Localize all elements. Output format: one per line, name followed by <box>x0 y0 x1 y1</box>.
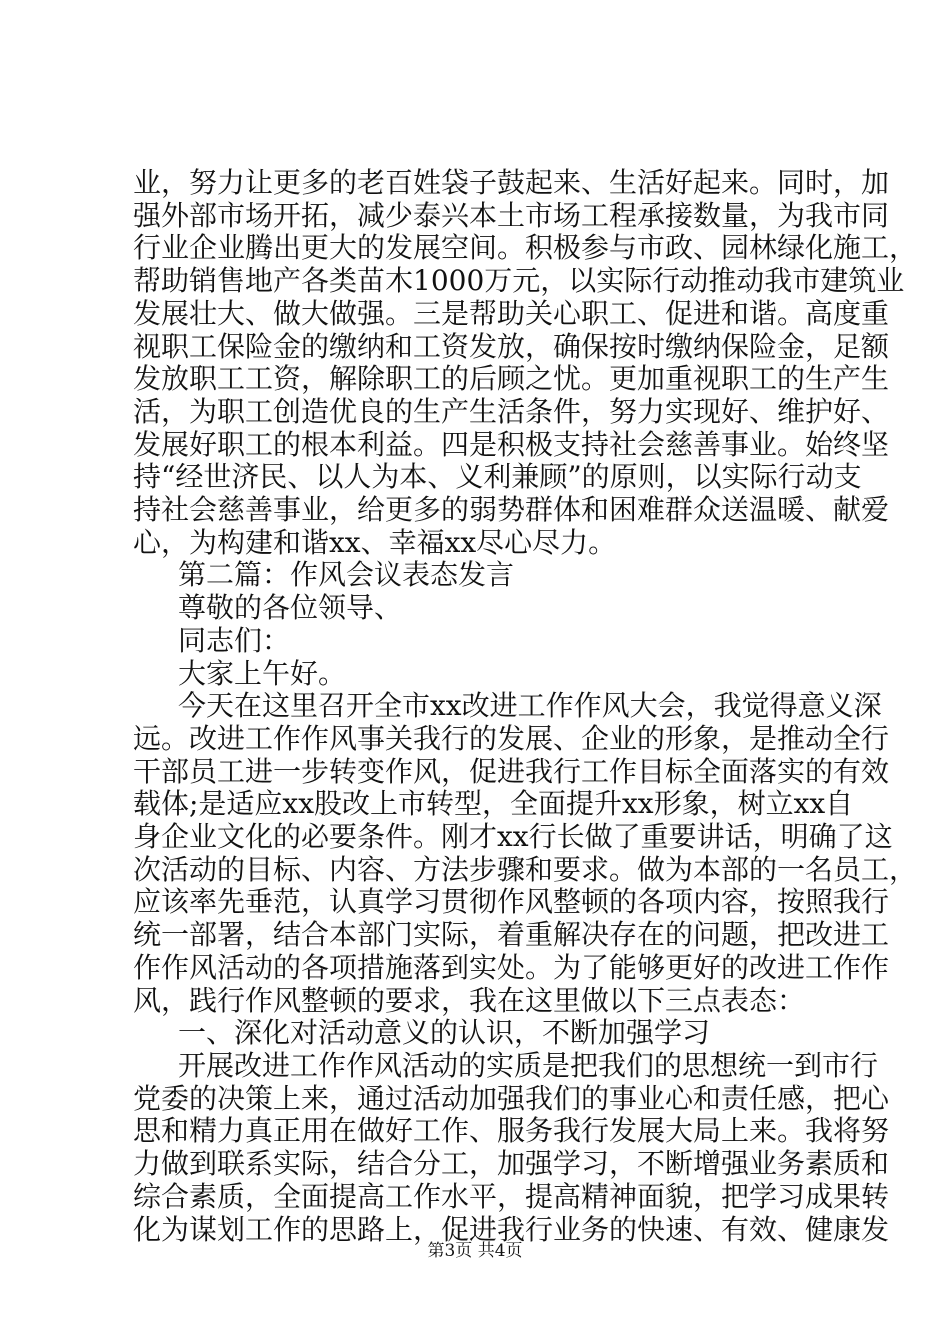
greeting-line: 大家上午好。 <box>178 656 347 690</box>
section-heading: 第二篇：作风会议表态发言 <box>178 558 515 592</box>
text-line: 作作风活动的各项措施落到实处。为了能够更好的改进工作作 <box>133 950 890 984</box>
text-line: 干部员工进一步转变作风，促进我行工作目标全面落实的有效 <box>133 754 890 788</box>
text-line: 强外部市场开拓，减少泰兴本土市场工程承接数量，为我市同 <box>133 198 890 232</box>
salutation-line: 同志们： <box>178 623 291 657</box>
subsection-heading: 一、深化对活动意义的认识，不断加强学习 <box>178 1016 711 1050</box>
text-line: 应该率先垂范，认真学习贯彻作风整顿的各项内容，按照我行 <box>133 885 890 919</box>
text-line: 开展改进工作作风活动的实质是把我们的思想统一到市行 <box>178 1048 879 1082</box>
text-line: 视职工保险金的缴纳和工资发放，确保按时缴纳保险金，足额 <box>133 329 890 363</box>
text-line: 业，努力让更多的老百姓袋子鼓起来、生活好起来。同时，加 <box>133 166 890 199</box>
text-line: 发放职工工资，解除职工的后顾之忧。更加重视职工的生产生 <box>133 362 890 396</box>
text-line: 行业企业腾出更大的发展空间。积极参与市政、园林绿化施工， <box>133 231 918 265</box>
salutation-line: 尊敬的各位领导、 <box>178 591 403 625</box>
text-line: 活，为职工创造优良的生产生活条件，努力实现好、维护好、 <box>133 394 890 428</box>
page-number-footer: 第3页 共4页 <box>427 1241 523 1261</box>
text-line: 发展好职工的根本利益。四是积极支持社会慈善事业。始终坚 <box>133 427 890 461</box>
text-line: 风，践行作风整顿的要求，我在这里做以下三点表态： <box>133 983 806 1017</box>
text-line: 身企业文化的必要条件。刚才xx行长做了重要讲话，明确了这 <box>133 820 893 854</box>
text-line: 持社会慈善事业，给更多的弱势群体和困难群众送温暖、献爱 <box>133 493 890 527</box>
text-line: 党委的决策上来，通过活动加强我们的事业心和责任感，把心 <box>133 1081 890 1115</box>
text-line: 远。改进工作作风事关我行的发展、企业的形象，是推动全行 <box>133 721 890 755</box>
text-line: 帮助销售地产各类苗木1000万元，以实际行动推动我市建筑业 <box>133 264 905 298</box>
text-line: 今天在这里召开全市xx改进工作作风大会，我觉得意义深 <box>178 689 882 723</box>
text-line: 次活动的目标、内容、方法步骤和要求。做为本部的一名员工， <box>133 852 918 886</box>
text-line: 心，为构建和谐xx、幸福xx尽心尽力。 <box>133 525 617 559</box>
text-line: 力做到联系实际，结合分工，加强学习，不断增强业务素质和 <box>133 1147 890 1181</box>
text-line: 统一部署，结合本部门实际，着重解决存在的问题，把改进工 <box>133 918 890 952</box>
text-line: 载体;是适应xx股改上市转型，全面提升xx形象，树立xx自 <box>133 787 854 821</box>
text-line: 思和精力真正用在做好工作、服务我行发展大局上来。我将努 <box>133 1114 890 1148</box>
text-line: 化为谋划工作的思路上，促进我行业务的快速、有效、健康发 <box>133 1212 890 1246</box>
text-line: 发展壮大、做大做强。三是帮助关心职工、促进和谐。高度重 <box>133 296 890 330</box>
document-body <box>133 166 918 1246</box>
text-line: 综合素质，全面提高工作水平，提高精神面貌，把学习成果转 <box>133 1179 890 1213</box>
text-line: 持“经世济民、以人为本、义利兼顾”的原则，以实际行动支 <box>133 460 862 494</box>
